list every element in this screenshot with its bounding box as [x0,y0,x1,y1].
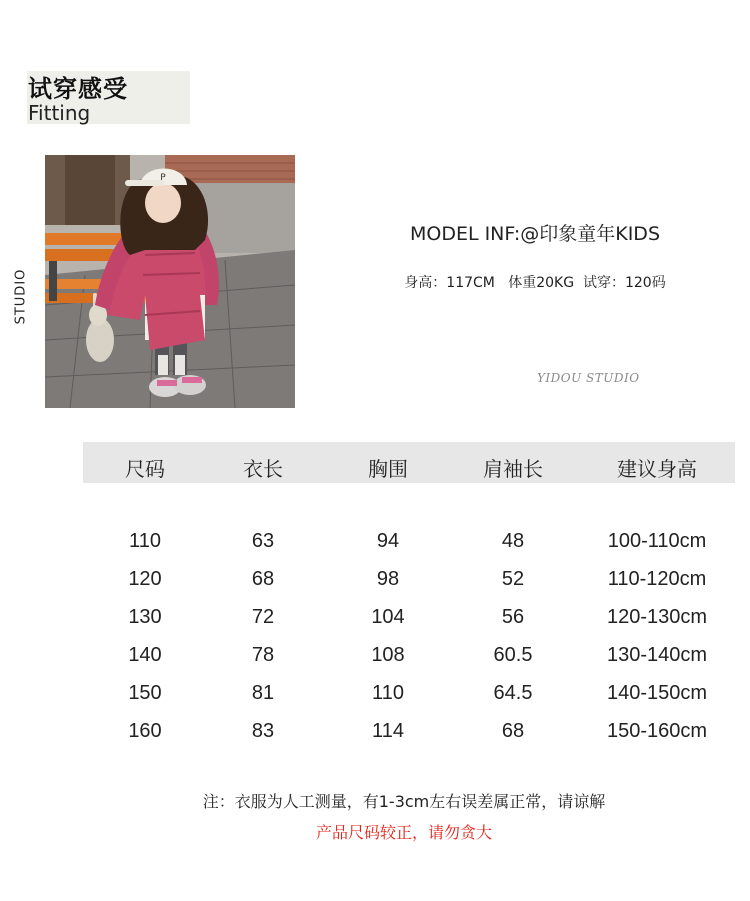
table-cell: 130 [128,606,162,628]
table-cell: 110 [129,530,161,552]
table-cell: 104 [371,606,405,628]
table-cell: 68 [251,568,275,590]
page-title: 试穿感受 [28,75,128,103]
measurement-note: 注：衣服为人工测量，有1-3cm左右误差属正常，请谅解 [202,792,606,811]
table-cell: 52 [501,568,525,590]
column-header-length: 衣长 [243,459,283,481]
table-cell: 120 [128,568,162,590]
table-cell: 150-160cm [606,720,708,742]
table-cell: 160 [128,720,162,742]
table-cell: 100-110cm [607,530,707,552]
table-cell: 81 [251,682,275,704]
table-cell: 110 [372,682,404,704]
table-cell: 63 [251,530,275,552]
model-photo [45,155,295,408]
table-cell: 140 [128,644,162,666]
column-header-chest: 胸围 [368,459,408,481]
table-cell: 68 [501,720,525,742]
table-cell: 140-150cm [606,682,708,704]
table-cell: 64.5 [493,682,533,704]
table-cell: 56 [501,606,525,628]
side-label [11,265,31,327]
table-cell: 150 [128,682,162,704]
size-warning: 产品尺码较正，请勿贪大 [315,823,492,842]
model-info: MODEL INF:@印象童年KIDS [409,223,661,245]
table-cell: 110-120cm [607,568,707,590]
column-header-sleeve: 肩袖长 [483,459,543,481]
table-cell: 120-130cm [606,606,708,628]
table-cell: 98 [376,568,400,590]
table-cell: 130-140cm [606,644,708,666]
table-cell: 60.5 [493,644,533,666]
table-cell: 108 [371,644,405,666]
table-cell: 78 [251,644,275,666]
svg-text:P: P [160,173,166,183]
column-header-height: 建议身高 [617,459,697,481]
side-label-text: STUDIO [13,268,29,324]
table-cell: 48 [501,530,525,552]
table-cell: 83 [251,720,275,742]
column-header-size: 尺码 [125,459,165,481]
table-cell: 72 [251,606,275,628]
studio-signature: YIDOU STUDIO [537,371,640,385]
table-cell: 114 [372,720,404,742]
table-cell: 94 [376,530,400,552]
page-subtitle: Fitting [28,101,91,125]
model-stats: 身高：117CM 体重20KG 试穿：120码 [404,275,666,291]
